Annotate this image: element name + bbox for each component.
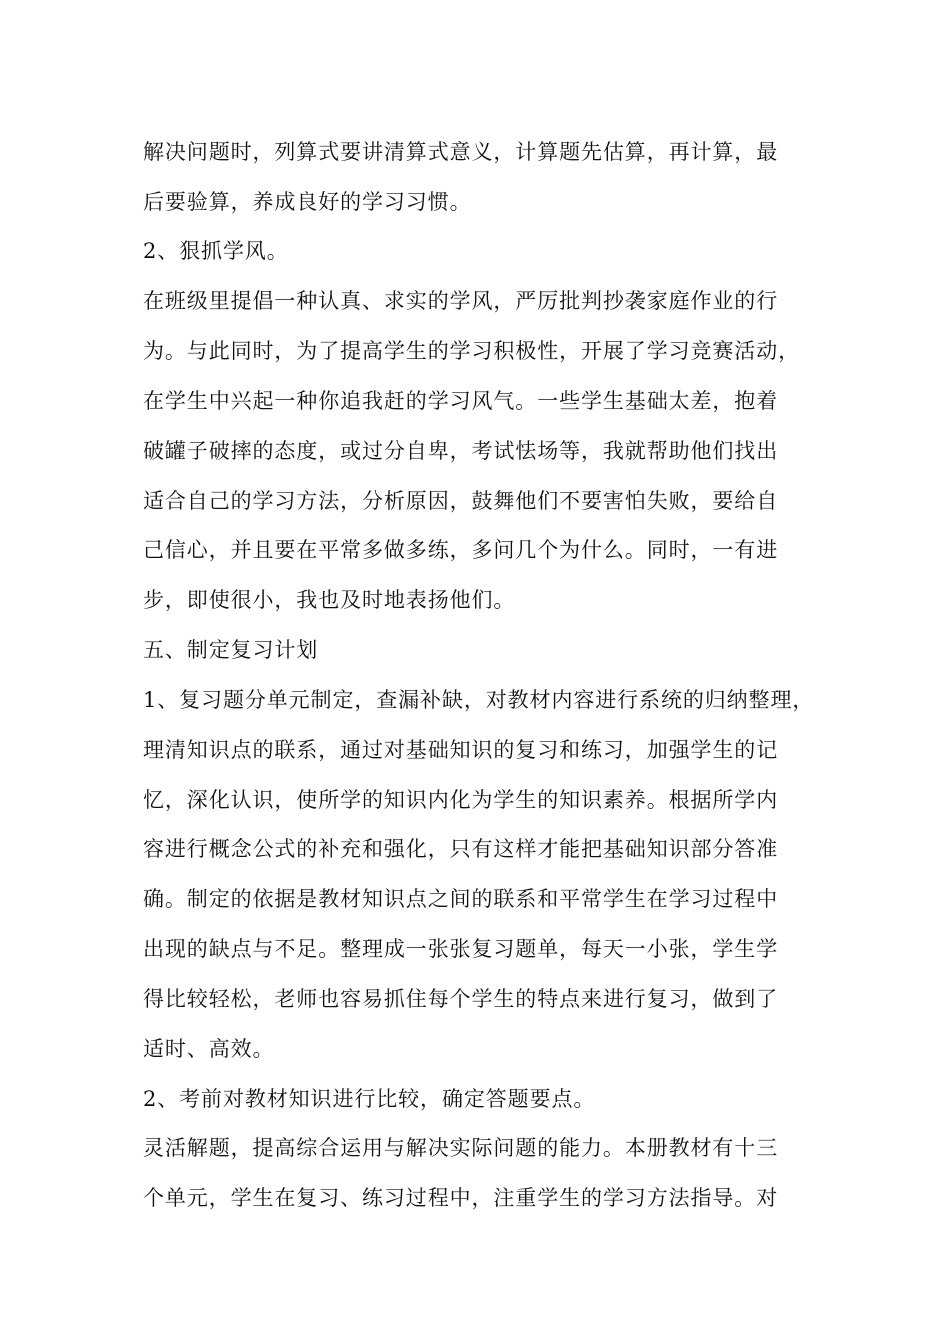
text-line: 己信心，并且要在平常多做多练，多问几个为什么。同时，一有进 — [143, 538, 779, 562]
text-line: 适合自己的学习方法，分析原因，鼓舞他们不要害怕失败，要给自 — [143, 489, 779, 513]
text-line: 2、狠抓学风。 — [143, 239, 289, 263]
text-line: 2、考前对教材知识进行比较，确定答题要点。 — [143, 1087, 596, 1111]
text-line: 灵活解题，提高综合运用与解决实际问题的能力。本册教材有十三 — [143, 1136, 779, 1160]
text-line: 步，即使很小，我也及时地表扬他们。 — [143, 588, 516, 612]
text-line: 忆，深化认识，使所学的知识内化为学生的知识素养。根据所学内 — [143, 788, 779, 812]
text-line: 解决问题时，列算式要讲清算式意义，计算题先估算，再计算，最 — [143, 140, 779, 164]
text-line: 后要验算，养成良好的学习习惯。 — [143, 190, 472, 214]
text-line: 破罐子破摔的态度，或过分自卑，考试怯场等，我就帮助他们找出 — [143, 439, 779, 463]
text-line: 确。制定的依据是教材知识点之间的联系和平常学生在学习过程中 — [143, 887, 779, 911]
text-line: 在班级里提倡一种认真、求实的学风，严厉批判抄袭家庭作业的行 — [143, 289, 779, 313]
text-line: 理清知识点的联系，通过对基础知识的复习和练习，加强学生的记 — [143, 738, 779, 762]
text-line: 在学生中兴起一种你追我赶的学习风气。一些学生基础太差，抱着 — [143, 389, 779, 413]
text-line: 个单元，学生在复习、练习过程中，注重学生的学习方法指导。对 — [143, 1186, 779, 1210]
text-line: 1、复习题分单元制定，查漏补缺，对教材内容进行系统的归纳整理， — [143, 688, 815, 712]
section-heading: 五、制定复习计划 — [143, 638, 319, 662]
text-line: 适时、高效。 — [143, 1037, 275, 1061]
text-line: 容进行概念公式的补充和强化，只有这样才能把基础知识部分答准 — [143, 837, 779, 861]
text-line: 得比较轻松，老师也容易抓住每个学生的特点来进行复习，做到了 — [143, 987, 779, 1011]
text-line: 出现的缺点与不足。整理成一张张复习题单，每天一小张，学生学 — [143, 937, 779, 961]
text-line: 为。与此同时，为了提高学生的学习积极性，开展了学习竞赛活动， — [143, 339, 800, 363]
